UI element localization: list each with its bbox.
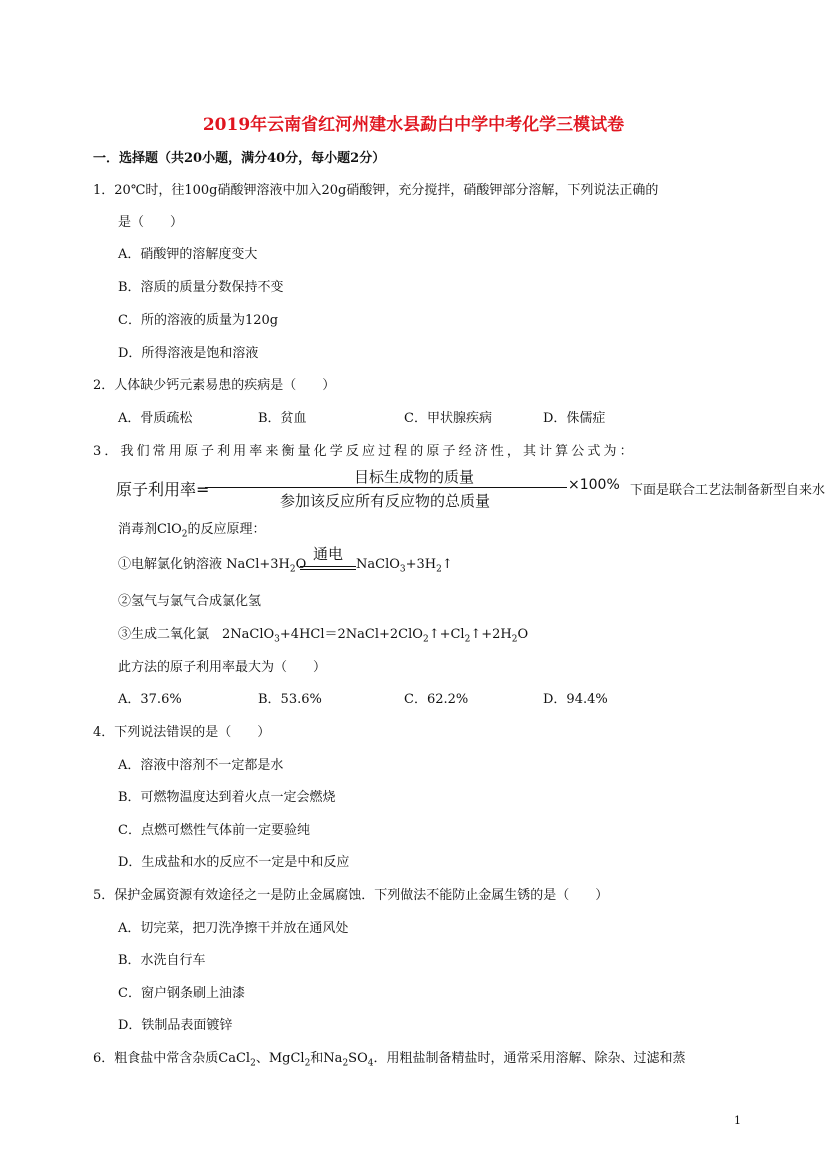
q4-option-d: D．生成盐和水的反应不一定是中和反应 (118, 855, 350, 870)
q2-stem: 2．人体缺少钙元素易患的疾病是（ ） (93, 378, 336, 393)
reaction-1-right: $NaClO_3+3H_2↑$ (356, 557, 453, 575)
q5-option-c: C．窗户钢条刷上油漆 (118, 986, 245, 1001)
page-title: 2019年云南省红河州建水县勐白中学中考化学三模试卷 (202, 115, 625, 135)
q5-stem: 5．保护金属资源有效途径之一是防止金属腐蚀．下列做法不能防止金属生锈的是（ ） (93, 888, 609, 903)
fraction-bar (205, 487, 567, 488)
q6-stem-line1: 6．粗食盐中常含杂质CaCl$_2$、MgCl$_2$和$Na_2SO_4$．用粗盐制备精盐时，通常采用溶解、除杂、过滤和蒸 (93, 1051, 686, 1069)
q3-stem-line2: 消毒剂ClO$_2$的反应原理： (118, 522, 266, 540)
q1-stem-line1: 1．20℃时，往100g硝酸钾溶液中加入20g硝酸钾，充分搅拌，硝酸钾部分溶解，下列说法正确的 (93, 183, 659, 198)
q1-option-c: C．所的溶液的质量为120g (118, 313, 279, 328)
q2-option-b: B．贫血 (258, 411, 307, 426)
q2-option-d: D．侏儒症 (543, 411, 606, 426)
q4-stem: 4．下列说法错误的是（ ） (93, 725, 271, 740)
reaction-3: ③生成二氧化氯 $2NaClO_3+4HCl=2NaCl+2ClO_2↑+Cl_2↑+2H_2O$ (118, 627, 529, 645)
q3-option-c: C．62.2% (404, 692, 469, 707)
reaction-2: ②氢气与氯气合成氯化氢 (118, 594, 262, 609)
page-number: 1 (734, 1114, 741, 1127)
q2-option-c: C．甲状腺疾病 (404, 411, 492, 426)
reaction-1-left: ①电解氯化钠溶液 $NaCl+3H_2O$ (118, 557, 307, 575)
q5-option-d: D．铁制品表面镀锌 (118, 1018, 233, 1033)
q4-option-c: C．点燃可燃性气体前一定要验纯 (118, 823, 310, 838)
formula-denominator: 参加该反应所有反应物的总质量 (279, 492, 490, 510)
formula-lhs: 原子利用率= (116, 480, 210, 499)
q4-option-b: B．可燃物温度达到着火点一定会燃烧 (118, 790, 336, 805)
q5-option-a: A．切完菜，把刀洗净擦干并放在通风处 (118, 921, 349, 936)
q4-option-a: A．溶液中溶剂不一定都是水 (118, 758, 284, 773)
equation-line-bottom (300, 569, 356, 570)
q1-option-b: B．溶质的质量分数保持不变 (118, 280, 284, 295)
q3-option-d: D．94.4% (543, 692, 608, 707)
formula-following-text: 下面是联合工艺法制备新型自来水 (630, 483, 826, 498)
q3-stem-line3: 此方法的原子利用率最大为（ ） (118, 660, 327, 675)
formula-numerator: 目标生成物的质量 (353, 468, 474, 486)
equation-line-top (300, 566, 356, 567)
q1-stem-line2: 是（ ） (118, 215, 184, 230)
q3-stem-line1: 3．我们常用原子利用率来衡量化学反应过程的原子经济性，其计算公式为： (93, 444, 636, 459)
q3-option-b: B．53.6% (258, 692, 322, 707)
reaction-1-condition: 通电 (312, 545, 343, 563)
q2-option-a: A．骨质疏松 (118, 411, 193, 426)
section-heading: 一．选择题（共20小题，满分40分，每小题2分） (93, 151, 386, 166)
q1-option-d: D．所得溶液是饱和溶液 (118, 346, 259, 361)
q3-option-a: A．37.6% (118, 692, 182, 707)
formula-percent: ×100% (568, 477, 620, 493)
q1-option-a: A．硝酸钾的溶解度变大 (118, 247, 258, 262)
q5-option-b: B．水洗自行车 (118, 953, 206, 968)
